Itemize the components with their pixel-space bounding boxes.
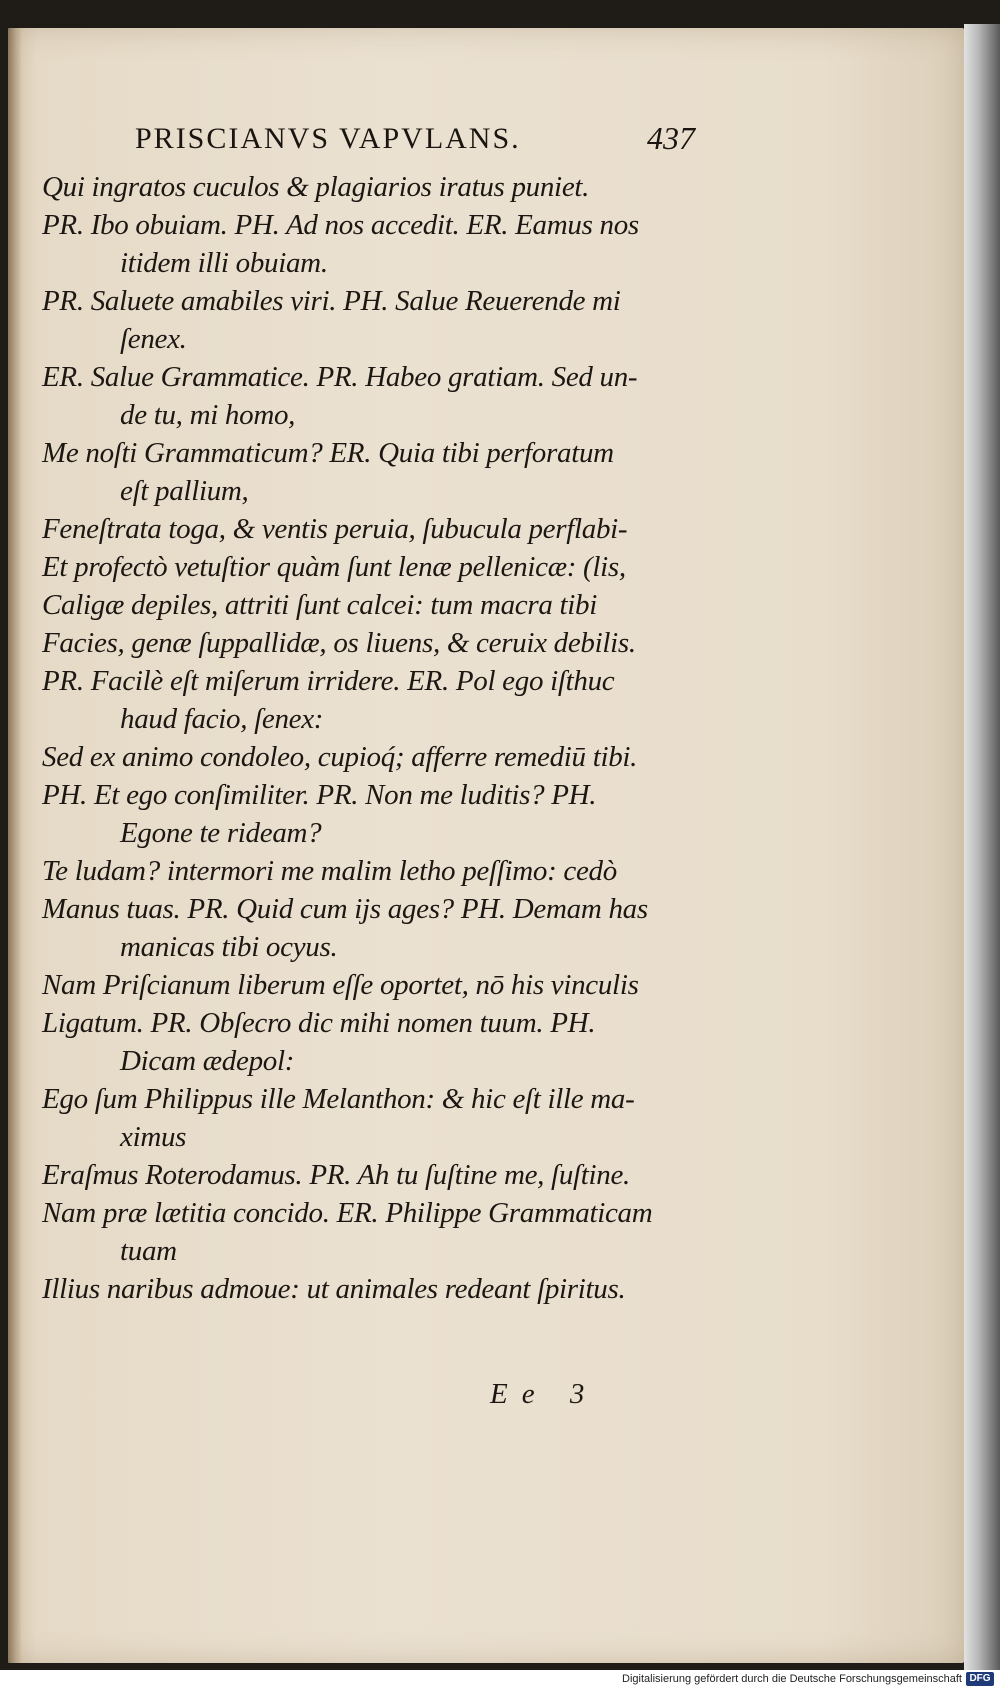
text-line: Feneſtrata toga, & ventis peruia, ſubucula perflabi- (42, 513, 628, 545)
text-line: Egone te rideam? (120, 817, 322, 849)
page-edge (964, 24, 1000, 1670)
text-line: Sed ex animo condoleo, cupioq́; afferre remediū tibi. (42, 741, 638, 773)
text-line: Te ludam? intermori me malim letho peſſimo: cedò (42, 855, 617, 887)
text-line: Eraſmus Roterodamus. PR. Ah tu ſuſtine me, ſuſtine. (42, 1159, 631, 1191)
text-line: ſenex. (120, 323, 187, 355)
text-line: Me noſti Grammaticum? ER. Quia tibi perforatum (42, 437, 614, 469)
footer-bar (0, 1670, 1000, 1693)
text-line: Ego ſum Philippus ille Melanthon: & hic eſt ille ma- (42, 1083, 635, 1115)
text-line: de tu, mi homo, (120, 399, 296, 431)
text-line: ER. Salue Grammatice. PR. Habeo gratiam. Sed un- (42, 361, 638, 393)
running-head: PRISCIANVS VAPVLANS. (135, 122, 521, 155)
signature-mark: Ee 3 (490, 1378, 599, 1410)
text-line: tuam (120, 1235, 177, 1267)
dfg-logo-icon: DFG (966, 1672, 994, 1686)
text-line: Illius naribus admoue: ut animales redeant ſpiritus. (42, 1273, 626, 1305)
text-line: Facies, genæ ſuppallidæ, os liuens, & ceruix debilis. (42, 627, 636, 659)
text-line: Qui ingratos cuculos & plagiarios iratus puniet. (42, 171, 590, 203)
text-line: ximus (120, 1121, 187, 1153)
text-line: manicas tibi ocyus. (120, 931, 338, 963)
text-line: Ligatum. PR. Obſecro dic mihi nomen tuum. PH. (42, 1007, 596, 1039)
text-line: PR. Ibo obuiam. PH. Ad nos accedit. ER. Eamus nos (42, 209, 639, 241)
text-line: Dicam ædepol: (120, 1045, 295, 1077)
text-line: Nam Priſcianum liberum eſſe oportet, nō his vinculis (42, 969, 639, 1001)
text-line: Caligæ depiles, attriti ſunt calcei: tum macra tibi (42, 589, 597, 621)
footer-credit: Digitalisierung gefördert durch die Deutsche Forschungsgemeinschaft (622, 1673, 962, 1685)
page-spine-shadow (8, 28, 22, 1663)
text-line: Et profectò vetuſtior quàm ſunt lenæ pellenicæ: (lis, (42, 551, 626, 583)
text-line: eſt pallium, (120, 475, 249, 507)
text-line: Manus tuas. PR. Quid cum ijs ages? PH. Demam has (42, 893, 648, 925)
body-text (42, 168, 722, 1308)
text-line: itidem illi obuiam. (120, 247, 328, 279)
page-header (135, 118, 695, 168)
page-number: 437 (647, 120, 695, 156)
text-line: haud facio, ſenex: (120, 703, 324, 735)
text-line: PR. Saluete amabiles viri. PH. Salue Reuerende mi (42, 285, 621, 317)
text-line: PR. Facilè eſt miſerum irridere. ER. Pol ego iſthuc (42, 665, 615, 697)
text-line: PH. Et ego conſimiliter. PR. Non me luditis? PH. (42, 779, 597, 811)
text-line: Nam præ lætitia concido. ER. Philippe Grammaticam (42, 1197, 653, 1229)
